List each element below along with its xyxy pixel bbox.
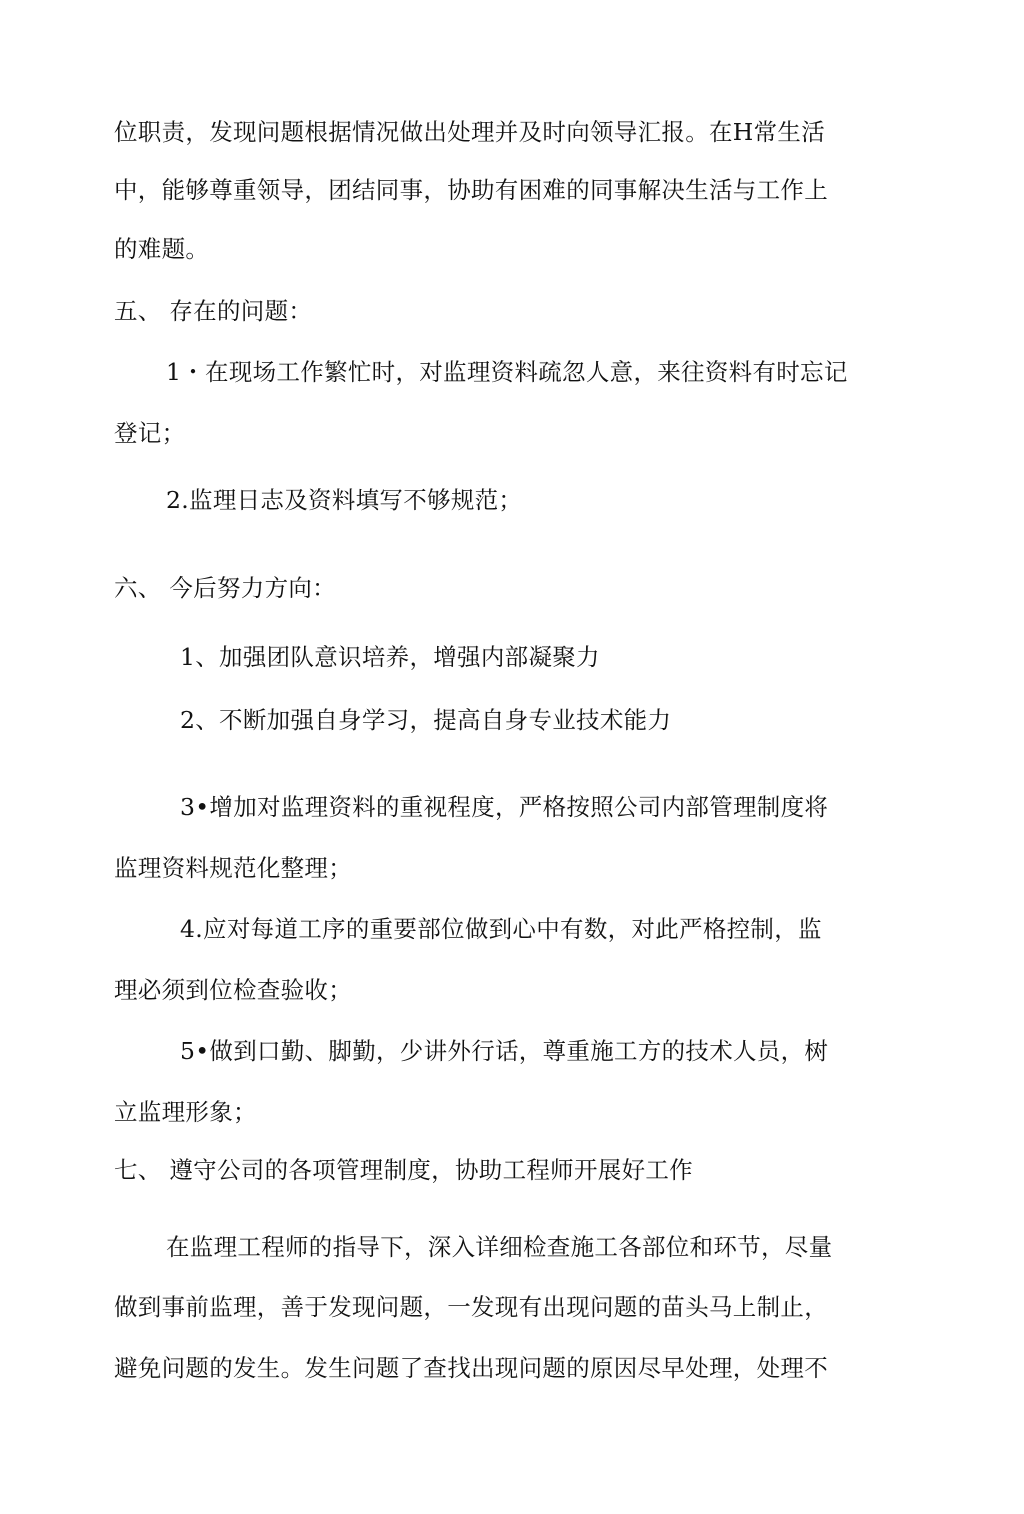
list-item-continuation: 登记；: [114, 419, 186, 447]
list-item-continuation: 监理资料规范化整理；: [114, 854, 352, 882]
paragraph-line: 在监理工程师的指导下，深入详细检查施工各部位和环节，尽量: [166, 1233, 833, 1261]
paragraph-line: 避免问题的发生。发生问题了查找出现问题的原因尽早处理，处理不: [114, 1354, 828, 1382]
list-item: 5•做到口勤、脚勤，少讲外行话，尊重施工方的技术人员，树: [180, 1037, 829, 1065]
paragraph-line: 位职责，发现问题根据情况做出处理并及时向领导汇报。在H常生活: [114, 118, 825, 146]
list-item: 2.监理日志及资料填写不够规范；: [166, 486, 523, 514]
list-item: 1・在现场工作繁忙时，对监理资料疏忽人意，来往资料有时忘记: [166, 358, 848, 386]
list-item: 1、加强团队意识培养，增强内部凝聚力: [180, 643, 600, 671]
list-item: 3•增加对监理资料的重视程度，严格按照公司内部管理制度将: [180, 793, 829, 821]
list-item: 4.应对每道工序的重要部位做到心中有数，对此严格控制，监: [180, 915, 822, 943]
section-heading: 五、 存在的问题：: [114, 297, 313, 325]
list-item-continuation: 理必须到位检查验收；: [114, 976, 352, 1004]
paragraph-line: 的难题。: [114, 235, 210, 263]
list-item-continuation: 立监理形象；: [114, 1098, 257, 1126]
paragraph-line: 做到事前监理，善于发现问题，一发现有出现问题的苗头马上制止，: [114, 1293, 828, 1321]
section-heading: 六、 今后努力方向：: [114, 574, 336, 602]
list-item: 2、不断加强自身学习，提高自身专业技术能力: [180, 706, 672, 734]
section-heading: 七、 遵守公司的各项管理制度，协助工程师开展好工作: [114, 1156, 693, 1184]
paragraph-line: 中，能够尊重领导，团结同事，协助有困难的同事解决生活与工作上: [114, 176, 828, 204]
